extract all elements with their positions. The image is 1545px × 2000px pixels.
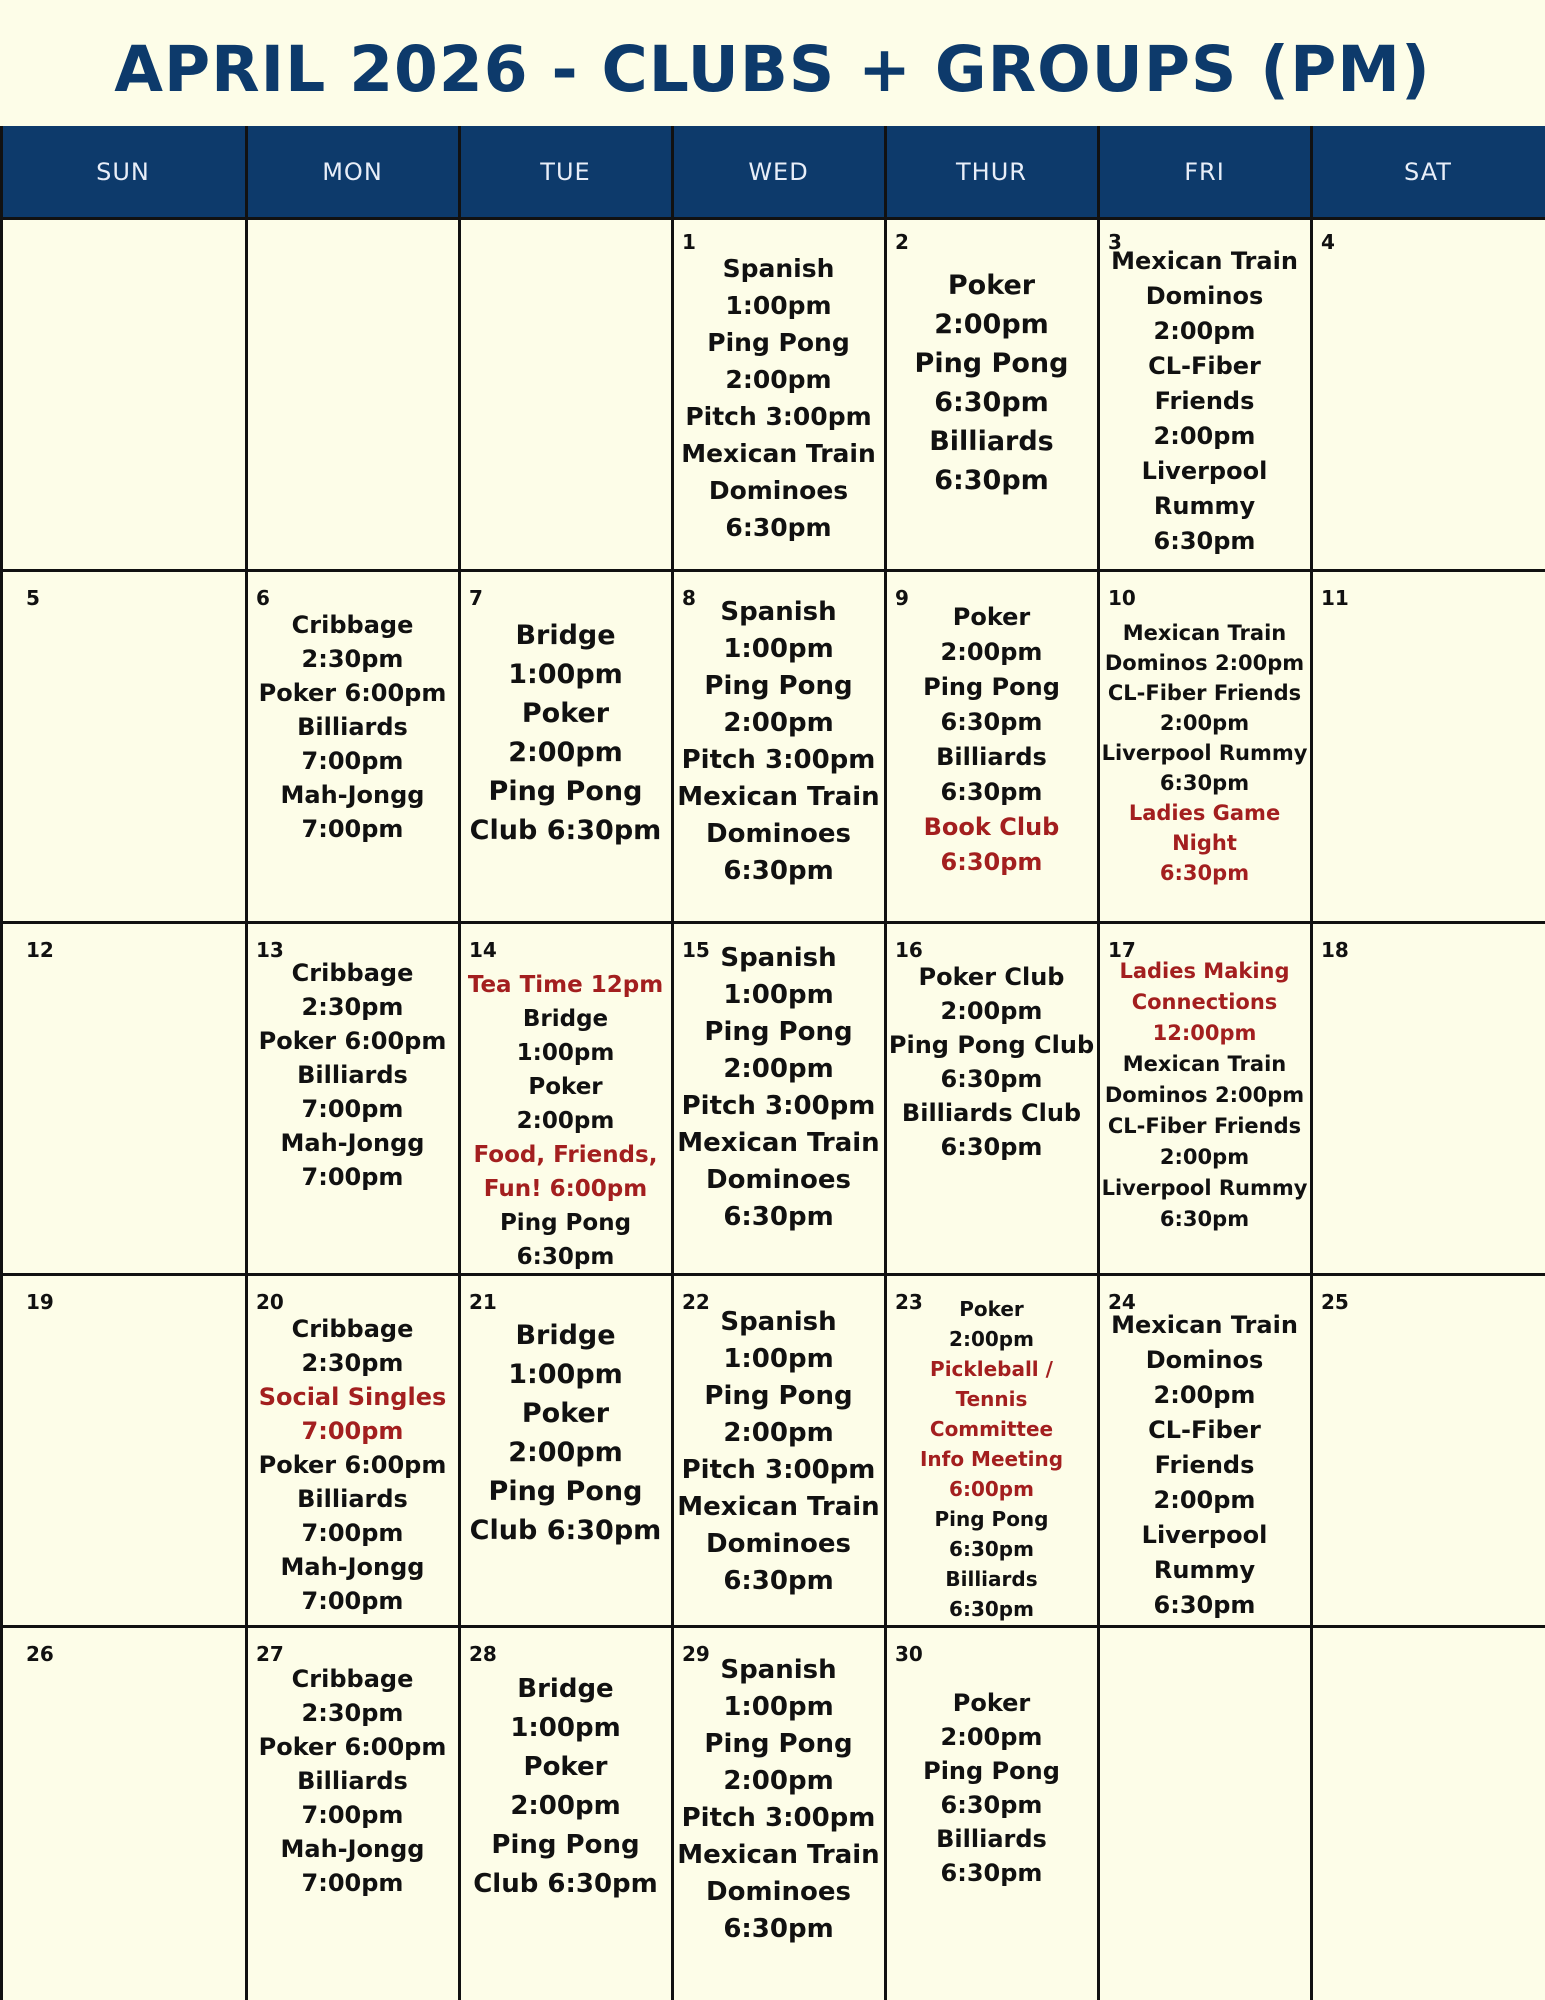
weekday-sat: SAT [1404, 158, 1452, 186]
day-cell[interactable] [885, 1274, 1098, 1626]
club-event: Poker 6:00pm [258, 1733, 447, 1761]
event-list [674, 1304, 883, 1600]
day-number: 27 [256, 1642, 284, 1666]
day-cell[interactable] [1098, 218, 1311, 570]
day-cell[interactable] [1311, 1274, 1545, 1626]
day-cell[interactable] [1098, 922, 1311, 1274]
day-cell[interactable] [1311, 218, 1545, 570]
weekday-sun: SUN [96, 158, 150, 186]
club-event: Ping Pong 2:00pm [707, 328, 850, 394]
special-event: Book Club 6:30pm [923, 813, 1060, 876]
club-event: Mexican Train Dominoes 6:30pm [681, 439, 876, 542]
day-number: 14 [469, 938, 497, 962]
calendar-title: APRIL 2026 - CLUBS + GROUPS (PM) [114, 33, 1431, 106]
day-number: 13 [256, 938, 284, 962]
club-event: Ping Pong 2:00pm [704, 1381, 853, 1448]
club-event: Ping Pong 6:30pm [499, 1210, 632, 1270]
club-event: Ping Pong Club 6:30pm [469, 776, 662, 846]
club-event: Mexican Train Dominoes 6:30pm [677, 782, 880, 886]
club-event: Poker 6:00pm [258, 1451, 447, 1479]
club-event: Bridge 1:00pm [510, 1674, 621, 1743]
club-event: Billiards Club 6:30pm [901, 1099, 1082, 1161]
club-event: Ping Pong 2:00pm [704, 1729, 853, 1796]
day-number: 21 [469, 1290, 497, 1314]
day-number: 12 [26, 938, 54, 962]
club-event: CL-Fiber Friends 2:00pm [1148, 352, 1261, 450]
event-list [887, 600, 1096, 880]
day-cell[interactable] [1098, 570, 1311, 922]
day-cell[interactable] [246, 570, 459, 922]
day-cell[interactable] [459, 1626, 672, 2000]
event-list [674, 940, 883, 1236]
club-event: Billiards 6:30pm [945, 1567, 1038, 1621]
day-cell[interactable] [672, 1626, 885, 2000]
event-list [887, 960, 1096, 1164]
event-list [674, 250, 883, 546]
day-number: 10 [1108, 586, 1136, 610]
day-cell[interactable] [0, 570, 246, 922]
weekday-wed: WED [748, 158, 809, 186]
event-list [887, 1294, 1096, 1624]
club-event: Poker 2:00pm [508, 1398, 623, 1468]
event-list [248, 608, 457, 846]
day-cell[interactable] [885, 218, 1098, 570]
day-number: 19 [26, 1290, 54, 1314]
club-event: Mah-Jongg 7:00pm [280, 781, 425, 843]
club-event: Pitch 3:00pm [685, 402, 872, 431]
club-event: CL-Fiber Friends 2:00pm [1107, 1114, 1302, 1169]
day-cell[interactable] [1311, 570, 1545, 922]
club-event: CL-Fiber Friends 2:00pm [1148, 1416, 1261, 1514]
day-cell[interactable] [459, 922, 672, 1274]
day-cell[interactable] [1098, 1274, 1311, 1626]
day-number: 11 [1321, 586, 1349, 610]
day-cell[interactable] [885, 570, 1098, 922]
day-cell[interactable] [885, 1626, 1098, 2000]
club-event: Poker 2:00pm [949, 1297, 1034, 1351]
day-cell[interactable] [246, 1274, 459, 1626]
day-number: 28 [469, 1642, 497, 1666]
special-event: Food, Friends, Fun! 6:00pm [473, 1142, 658, 1202]
day-cell[interactable] [0, 218, 246, 570]
club-event: Ping Pong 6:30pm [934, 1507, 1049, 1561]
club-event: Bridge 1:00pm [516, 1006, 615, 1066]
special-event: Ladies Game Night 6:30pm [1128, 801, 1281, 885]
club-event: Poker 2:00pm [934, 270, 1049, 340]
club-event: Ping Pong 6:30pm [923, 1757, 1060, 1819]
club-event: Ping Pong 6:30pm [914, 348, 1069, 418]
special-event: Tea Time 12pm [467, 972, 664, 998]
club-event: Billiards 6:30pm [936, 743, 1047, 806]
club-event: Mah-Jongg 7:00pm [280, 1129, 425, 1191]
club-event: Mexican Train Dominos 2:00pm [1104, 621, 1305, 675]
day-number: 23 [895, 1290, 923, 1314]
special-event: Pickleball / Tennis Committee Info Meeting 6:00pm [919, 1357, 1064, 1501]
event-list [461, 616, 670, 850]
event-list [1100, 244, 1309, 559]
day-number: 2 [895, 230, 909, 254]
day-number: 26 [26, 1642, 54, 1666]
club-event: Ping Pong 2:00pm [704, 1017, 853, 1084]
event-list [887, 1686, 1096, 1890]
club-event: Billiards 7:00pm [297, 1767, 408, 1829]
weekday-tue: TUE [540, 158, 591, 186]
event-list [248, 1662, 457, 1900]
club-event: Billiards 6:30pm [936, 1825, 1047, 1887]
club-event: Ping Pong Club 6:30pm [469, 1476, 662, 1546]
club-event: Mexican Train Dominoes 6:30pm [677, 1128, 880, 1232]
club-event: Billiards 7:00pm [297, 1485, 408, 1547]
day-cell[interactable] [0, 1626, 246, 2000]
club-event: Mexican Train Dominoes 6:30pm [677, 1492, 880, 1596]
day-number: 3 [1108, 230, 1122, 254]
club-event: Mah-Jongg 7:00pm [280, 1835, 425, 1897]
day-number: 20 [256, 1290, 284, 1314]
event-list [461, 968, 670, 1274]
club-event: Ping Pong Club 6:30pm [473, 1830, 658, 1899]
club-event: Mexican Train Dominoes 6:30pm [677, 1840, 880, 1944]
club-event: Poker 2:00pm [940, 603, 1043, 666]
club-event: Liverpool Rummy 6:30pm [1141, 457, 1268, 555]
event-list [1100, 618, 1309, 888]
weekday-fri: FRI [1184, 158, 1225, 186]
event-list [461, 1316, 670, 1550]
day-cell[interactable] [246, 1626, 459, 2000]
club-event: Mexican Train Dominos 2:00pm [1111, 1311, 1298, 1409]
day-number: 22 [682, 1290, 710, 1314]
day-cell[interactable] [672, 1274, 885, 1626]
event-list [248, 1312, 457, 1618]
day-number: 4 [1321, 230, 1335, 254]
day-number: 30 [895, 1642, 923, 1666]
club-event: Pitch 3:00pm [681, 1455, 876, 1485]
club-event: CL-Fiber Friends 2:00pm [1107, 681, 1302, 735]
day-number: 17 [1108, 938, 1136, 962]
club-event: Spanish 1:00pm [722, 254, 835, 320]
club-event: Billiards 7:00pm [297, 1061, 408, 1123]
club-event: Bridge 1:00pm [508, 1320, 623, 1390]
day-cell[interactable] [459, 1274, 672, 1626]
day-number: 16 [895, 938, 923, 962]
club-event: Pitch 3:00pm [681, 745, 876, 775]
day-cell[interactable] [246, 922, 459, 1274]
day-number: 6 [256, 586, 270, 610]
club-event: Ping Pong 6:30pm [923, 673, 1060, 736]
club-event: Mexican Train Dominos 2:00pm [1104, 1052, 1305, 1107]
club-event: Ping Pong 2:00pm [704, 671, 853, 738]
weekday-thur: THUR [956, 158, 1027, 186]
club-event: Poker Club 2:00pm [918, 963, 1065, 1025]
event-list [461, 1670, 670, 1904]
club-event: Cribbage 2:30pm [291, 1665, 414, 1727]
day-cell[interactable] [0, 922, 246, 1274]
day-cell[interactable] [459, 218, 672, 570]
club-event: Cribbage 2:30pm [291, 1315, 414, 1377]
day-number: 7 [469, 586, 483, 610]
day-cell[interactable] [246, 218, 459, 570]
day-cell[interactable] [885, 922, 1098, 1274]
club-event: Liverpool Rummy 6:30pm [1101, 741, 1308, 795]
club-event: Billiards 6:30pm [929, 426, 1054, 496]
club-event: Poker 2:00pm [940, 1689, 1043, 1751]
special-event: Ladies Making Connections 12:00pm [1119, 959, 1290, 1045]
club-event: Liverpool Rummy 6:30pm [1141, 1521, 1268, 1619]
club-event: Cribbage 2:30pm [291, 959, 414, 1021]
club-event: Poker 2:00pm [516, 1074, 615, 1134]
event-list [1100, 956, 1309, 1235]
club-event: Poker 2:00pm [510, 1752, 621, 1821]
club-event: Spanish 1:00pm [720, 1307, 837, 1374]
day-number: 24 [1108, 1290, 1136, 1314]
club-event: Bridge 1:00pm [508, 620, 623, 690]
day-cell[interactable] [459, 570, 672, 922]
day-number: 29 [682, 1642, 710, 1666]
event-list [248, 956, 457, 1194]
event-list [674, 594, 883, 890]
day-cell[interactable] [672, 570, 885, 922]
day-cell[interactable] [1311, 922, 1545, 1274]
day-number: 8 [682, 586, 696, 610]
event-list [674, 1652, 883, 1948]
weekday-mon: MON [322, 158, 383, 186]
club-event: Ping Pong Club 6:30pm [888, 1031, 1095, 1093]
club-event: Pitch 3:00pm [681, 1091, 876, 1121]
club-event: Pitch 3:00pm [681, 1803, 876, 1833]
event-list [887, 266, 1096, 500]
club-event: Poker 6:00pm [258, 679, 447, 707]
day-cell[interactable] [1098, 1626, 1311, 2000]
club-event: Poker 6:00pm [258, 1027, 447, 1055]
event-list [1100, 1308, 1309, 1623]
day-cell[interactable] [0, 1274, 246, 1626]
day-number: 18 [1321, 938, 1349, 962]
club-event: Mah-Jongg 7:00pm [280, 1553, 425, 1615]
club-event: Mexican Train Dominos 2:00pm [1111, 247, 1298, 345]
weekday-header [0, 126, 1545, 218]
day-number: 5 [26, 586, 40, 610]
day-number: 1 [682, 230, 696, 254]
day-number: 25 [1321, 1290, 1349, 1314]
club-event: Billiards 7:00pm [297, 713, 408, 775]
club-event: Spanish 1:00pm [720, 1655, 837, 1722]
club-event: Liverpool Rummy 6:30pm [1101, 1176, 1308, 1231]
club-event: Spanish 1:00pm [720, 943, 837, 1010]
special-event: Social Singles 7:00pm [258, 1383, 447, 1445]
club-event: Poker 2:00pm [508, 698, 623, 768]
day-cell[interactable] [672, 218, 885, 570]
day-number: 9 [895, 586, 909, 610]
day-cell[interactable] [1311, 1626, 1545, 2000]
club-event: Spanish 1:00pm [720, 597, 837, 664]
day-cell[interactable] [672, 922, 885, 1274]
club-event: Cribbage 2:30pm [291, 611, 414, 673]
day-number: 15 [682, 938, 710, 962]
